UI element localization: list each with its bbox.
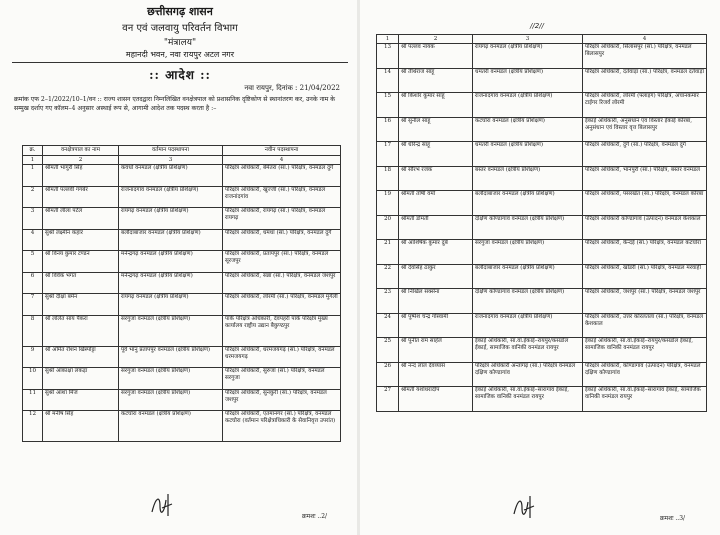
serial-cell: 18 — [377, 166, 399, 191]
name-cell: श्री नन्द लाल देवव्यास — [399, 362, 473, 387]
current-posting-cell: रायगढ़ वनमंडल (क्षेत्रीय प्रशिक्षण) — [473, 44, 583, 69]
serial-cell: 22 — [377, 264, 399, 289]
table-header-row — [23, 146, 341, 156]
name-cell: श्री मनीष सिंह — [43, 411, 119, 442]
serial-cell: 4 — [23, 229, 43, 251]
current-posting-cell: बलौदाबाजार वनमंडल (क्षेत्रीय प्रशिक्षण) — [473, 264, 583, 289]
serial-cell: 10 — [23, 368, 43, 390]
current-posting-cell: बलौदाबाजार वनमंडल (क्षेत्रीय प्रशिक्षण) — [473, 191, 583, 216]
serial-cell: 17 — [377, 142, 399, 167]
header-divider — [12, 62, 348, 63]
current-posting-cell: दक्षिण कोण्डागांव वनमंडल (क्षेत्रीय प्रशिक्षण) — [473, 215, 583, 240]
serial-cell: 2 — [23, 186, 43, 208]
signature-icon — [148, 490, 176, 518]
current-posting-cell: बलौदाबाजार वनमंडल (क्षेत्रीय प्रशिक्षण) — [119, 229, 223, 251]
page-number: //2// — [530, 22, 544, 30]
new-posting-cell: परिक्षेत्र अधिकारी, सन्ना (सा.) परिक्षेत्र, वनमंडल जशपुर — [223, 272, 341, 294]
new-posting-cell: ईकाई अधिकारी, सा.वा.ईकाई–सारागांव ईकाई, सामाजिक वानिकी वनमंडल रायपुर — [583, 387, 707, 412]
table-row — [377, 338, 707, 363]
table-row — [23, 229, 341, 251]
new-posting-cell: परिक्षेत्र अधिकारी, दंतेवाड़ा (सा.) परिक्षेत्र, वनमंडल दंतेवाड़ा — [583, 68, 707, 93]
table-row — [23, 411, 341, 442]
current-posting-cell: कटघोरा वनमंडल (क्षेत्रीय प्रशिक्षण) — [473, 117, 583, 142]
serial-cell: 1 — [23, 165, 43, 187]
serial-cell: 14 — [377, 68, 399, 93]
serial-cell: 13 — [377, 44, 399, 69]
government-name: छत्तीसगढ़ शासन — [147, 5, 213, 18]
table-row — [23, 186, 341, 208]
name-cell: श्री विनय कुमार टण्डन — [43, 251, 119, 273]
name-cell: श्री किशोर कुमार साहू — [399, 93, 473, 118]
table-row — [377, 93, 707, 118]
current-posting-cell: सरगुजा वनमंडल (क्षेत्रीय प्रशिक्षण) — [119, 368, 223, 390]
current-posting-cell: दक्षिण कोण्डागांव वनमंडल (क्षेत्रीय प्रशिक्षण) — [473, 289, 583, 314]
department-name: वन एवं जलवायु परिवर्तन विभाग — [122, 23, 238, 34]
name-cell: श्री आशिषेक कुमार दुबे — [399, 240, 473, 265]
name-cell: श्री अमित रोशन खिस्पोट्टा — [43, 346, 119, 368]
column-number: 4 — [223, 156, 341, 165]
serial-cell: 26 — [377, 362, 399, 387]
column-number-row — [377, 35, 707, 44]
current-posting-cell: रायगढ़ वनमंडल (क्षेत्रीय प्रशिक्षण) — [119, 208, 223, 230]
new-posting-cell: परिक्षेत्र अधिकारी, लोरमी (फ्लाइंग) परिक्षेत्र, अचानकमार टाईगर रिजर्व लोरमी — [583, 93, 707, 118]
new-posting-cell: परिक्षेत्र अधिकारी कोण्डागांव (उत्पादन) वनमंडल केशकाल — [583, 215, 707, 240]
column-header: वनक्षेत्रपाल का नाम — [43, 146, 119, 156]
current-posting-cell: धमतरी वनमंडल (क्षेत्रीय प्रशिक्षण) — [473, 68, 583, 93]
table-row — [377, 142, 707, 167]
name-cell: श्री सुनील साहू — [399, 117, 473, 142]
column-number: 3 — [119, 156, 223, 165]
table-row — [377, 313, 707, 338]
building-name: "मंत्रालय" — [163, 38, 197, 48]
name-cell: सुश्री दीक्षा बर्मन — [43, 294, 119, 316]
column-number: 1 — [377, 35, 399, 44]
table-row — [377, 191, 707, 216]
column-header: नवीन पदस्थापना — [223, 146, 341, 156]
new-posting-cell: परिक्षेत्र अधिकारी, लोरमी (सा.) परिक्षेत्र, वनमंडल मुंगेली — [223, 294, 341, 316]
transfer-table-2 — [376, 34, 707, 412]
name-cell: सुश्री आकांक्षा लकड़ा — [43, 368, 119, 390]
table-row — [377, 166, 707, 191]
current-posting-cell: मनेन्द्रगढ़ वनमंडल (क्षेत्रीय प्रशिक्षण) — [119, 251, 223, 273]
current-posting-cell: बस्तर वनमंडल (क्षेत्रीय प्रशिक्षण) — [473, 166, 583, 191]
new-posting-cell: परिक्षेत्र अधिकारी, प्रतापपुर (सा.) परिक्षेत्र, वनमंडल सूरजपुर — [223, 251, 341, 273]
name-cell: सुश्री लक्ष्मीन कहार — [43, 229, 119, 251]
table-row — [23, 294, 341, 316]
name-cell: श्रीमती लीला पटेल — [43, 208, 119, 230]
serial-cell: 19 — [377, 191, 399, 216]
order-title: :: आदेश :: — [149, 68, 211, 82]
new-posting-cell: परिक्षेत्र अधिकारी, खोडरी (सा.) परिक्षेत्र, वनमंडल मरवाही — [583, 264, 707, 289]
new-posting-cell: परिक्षेत्र अधिकारी, दुर्ग (सा.) परिक्षेत्र, वनमंडल दुर्ग — [583, 142, 707, 167]
serial-cell: 9 — [23, 346, 43, 368]
table-row — [377, 387, 707, 412]
serial-cell: 6 — [23, 272, 43, 294]
table-row — [377, 240, 707, 265]
current-posting-cell: कवर्धा वनमंडल (क्षेत्रीय प्रशिक्षण) — [119, 165, 223, 187]
letterhead — [0, 4, 360, 83]
serial-cell: 15 — [377, 93, 399, 118]
serial-cell: 3 — [23, 208, 43, 230]
name-cell: श्रीमती पल्लवी गंगबेर — [43, 186, 119, 208]
name-cell: श्री पल्लव नायक — [399, 44, 473, 69]
name-cell: श्री तीर्थराज साहू — [399, 68, 473, 93]
new-posting-cell: परिक्षेत्र अधिकारी, सुनकुरी (सा.) परिक्षेत्र, वनमंडल जशपुर — [223, 389, 341, 411]
table-row — [23, 251, 341, 273]
continuation-note: क्रमशः ..3/ — [660, 515, 686, 522]
new-posting-cell: परिक्षेत्र अधिकारी, कोण्डागांव (उत्पादन) परिक्षेत्र, वनमंडल दक्षिण कोण्डागांव — [583, 362, 707, 387]
table-row — [23, 346, 341, 368]
column-number: 3 — [473, 35, 583, 44]
serial-cell: 8 — [23, 315, 43, 346]
serial-cell: 11 — [23, 389, 43, 411]
column-header: क्र. — [23, 146, 43, 156]
name-cell: श्रीमती यशोधरादीप — [399, 387, 473, 412]
name-cell: श्री ललित साय पैकरा — [43, 315, 119, 346]
serial-cell: 23 — [377, 289, 399, 314]
table-row — [23, 315, 341, 346]
table-row — [23, 368, 341, 390]
current-posting-cell: परिक्षेत्र अधिकारी अन्तागढ़ (सा.) परिक्षेत्र वनमंडल दक्षिण कोण्डागांव — [473, 362, 583, 387]
current-posting-cell: मनेन्द्रगढ़ वनमंडल (क्षेत्रीय प्रशिक्षण) — [119, 272, 223, 294]
name-cell: श्री पुनीत राम साहेल — [399, 338, 473, 363]
new-posting-cell: परिक्षेत्र अधिकारी, बेमेतरा (सा.) परिक्षेत्र, वनमंडल दुर्ग — [223, 165, 341, 187]
name-cell: श्री देवसिंह ठाकुर — [399, 264, 473, 289]
new-posting-cell: परिक्षेत्र अधिकारी, केन्दई (सा.) परिक्षेत्र, वनमंडल कटघोरा — [583, 240, 707, 265]
new-posting-cell: परिक्षेत्र अधिकारी, पसरखेत (सा.) परिक्षेत्र, वनमंडल कोरबा — [583, 191, 707, 216]
current-posting-cell: धमतरी वनमंडल (क्षेत्रीय प्रशिक्षण) — [473, 142, 583, 167]
table-row — [23, 272, 341, 294]
continuation-note: क्रमशः ..2/ — [302, 513, 328, 520]
column-number: 1 — [23, 156, 43, 165]
new-posting-cell: पार्क परिक्षेत्र अधिकारी, देवपहरी पार्क परिक्षेत्र मुख्य कार्यालय राष्ट्रीय उद्यान बैकुण्ठपुर — [223, 315, 341, 346]
signature-icon — [510, 492, 538, 520]
current-posting-cell: सरगुजा वनमंडल (क्षेत्रीय प्रशिक्षण) — [119, 315, 223, 346]
new-posting-cell: परिक्षेत्र अधिकारी, धरमजयगढ़ (सा.) परिक्षेत्र, वनमंडल धरमजयगढ़ — [223, 346, 341, 368]
name-cell: श्रीमती डोमती — [399, 215, 473, 240]
serial-cell: 12 — [23, 411, 43, 442]
table-row — [377, 264, 707, 289]
current-posting-cell: रायगढ़ वनमंडल (क्षेत्रीय प्रशिक्षण) — [119, 294, 223, 316]
name-cell: सुश्री आशा मिंज — [43, 389, 119, 411]
serial-cell: 24 — [377, 313, 399, 338]
table-row — [23, 165, 341, 187]
current-posting-cell: सरगुजा वनमंडल (क्षेत्रीय प्रशिक्षण) — [473, 240, 583, 265]
new-posting-cell: परिक्षेत्र अधिकारी, रायगढ़ (सा.) परिक्षेत्र, वनमंडल रायगढ़ — [223, 208, 341, 230]
serial-cell: 5 — [23, 251, 43, 273]
current-posting-cell: ईकाई अधिकारी, सा.वा.ईकाई–सारागांव ईकाई, सामाजिक वानिकी वनमंडल रायपुर — [473, 387, 583, 412]
current-posting-cell: पूर्व भानु प्रतापपुर वनमंडल (क्षेत्रीय प्रशिक्षण) — [119, 346, 223, 368]
table-row — [23, 389, 341, 411]
transfer-table-1 — [22, 145, 341, 442]
table-row — [377, 44, 707, 69]
name-cell: श्रीमती भागुरी सिंह — [43, 165, 119, 187]
serial-cell: 25 — [377, 338, 399, 363]
column-number: 2 — [399, 35, 473, 44]
table-row — [23, 208, 341, 230]
address: महानदी भवन, नवा रायपुर अटल नगर — [125, 50, 235, 59]
serial-cell: 27 — [377, 387, 399, 412]
name-cell: श्री सौरभ रजक — [399, 166, 473, 191]
name-cell: श्री धीरेन्द्र साहू — [399, 142, 473, 167]
new-posting-cell: परिक्षेत्र अधिकारी, जशपुर (सा.) परिक्षेत्र, वनमंडल जशपुर — [583, 289, 707, 314]
table-row — [377, 215, 707, 240]
current-posting-cell: राजनांदगांव वनमंडल (क्षेत्रीय प्रशिक्षण) — [473, 93, 583, 118]
name-cell: श्री विवेक भगत — [43, 272, 119, 294]
serial-cell: 7 — [23, 294, 43, 316]
current-posting-cell: राजनांदगांव वनमंडल (क्षेत्रीय प्रशिक्षण) — [119, 186, 223, 208]
name-cell: श्री निखिल सक्सेना — [399, 289, 473, 314]
column-number: 4 — [583, 35, 707, 44]
table-row — [377, 289, 707, 314]
order-date: नवा रायपुर, दिनांक : 21/04/2022 — [244, 84, 340, 92]
column-number-row — [23, 156, 341, 165]
new-posting-cell: ईकाई अधिकारी, सा.वा.ईकाई–रायपुर/कसडोल ईकाई, सामाजिक वानिकी वनमंडल रायपुर — [583, 338, 707, 363]
current-posting-cell: कटघोरा वनमंडल (क्षेत्रीय प्रशिक्षण) — [119, 411, 223, 442]
name-cell: श्रीमती तोषी वर्मा — [399, 191, 473, 216]
new-posting-cell: परिक्षेत्र अधिकारी, खुज्जी (सा.) परिक्षेत्र, वनमंडल राजनांदगांव — [223, 186, 341, 208]
serial-cell: 21 — [377, 240, 399, 265]
serial-cell: 16 — [377, 117, 399, 142]
table-row — [377, 362, 707, 387]
right-page — [360, 0, 720, 535]
current-posting-cell: ईकाई अधिकारी, सा.वा.ईकाई–रायपुर/कसडोल ईकाई, सामाजिक वानिकी वनमंडल रायपुर — [473, 338, 583, 363]
column-number: 2 — [43, 156, 119, 165]
column-header: वर्तमान पदस्थापना — [119, 146, 223, 156]
order-intro: क्रमांक एफ 2–1/2022/10–1/वन :: राज्य शासन एतदद्वारा निम्नलिखित वनक्षेत्रपाल को प्रशासनिक दृष्टिकोण से स्थानांतरण कर, उनके नाम के सम्मुख दर्शाए गए कॉलम–4 अनुसार अस्थाई रूप से, आगामी आदेश तक पदस्थ करता है :– — [14, 96, 336, 112]
new-posting-cell: परिक्षेत्र अधिकारी, सिलासपुर (सा.) परिक्षेत्र, वनमंडल बिलासपुर — [583, 44, 707, 69]
name-cell: श्री पुष्पेश चन्द्र गोस्वामी — [399, 313, 473, 338]
new-posting-cell: परिक्षेत्र अधिकारी, भानपुरी (सा.) परिक्षेत्र, बस्तर वनमंडल — [583, 166, 707, 191]
current-posting-cell: राजनांदगांव वनमंडल (क्षेत्रीय प्रशिक्षण) — [473, 313, 583, 338]
new-posting-cell: परिक्षेत्र अधिकारी, सुरुजा (सा.) परिक्षेत्र, वनमंडल सरगुजा — [223, 368, 341, 390]
new-posting-cell: परिक्षेत्र अधिकारी, एतमानगर (सा.) परिक्षेत्र, वनमंडल कटघोरा (वर्तमान परिक्षेत्राधिकारी के सेवानिवृत्त उपरांत) — [223, 411, 341, 442]
new-posting-cell: परिक्षेत्र अधिकारी, धमधा (सा.) परिक्षेत्र, वनमंडल दुर्ग — [223, 229, 341, 251]
new-posting-cell: परिक्षेत्र अधिकारी, उत्तर कोरलतला (सा.) परिक्षेत्र, वनमंडल केशकाल — [583, 313, 707, 338]
new-posting-cell: ईकाई अधिकारी, अनुसंधान एवं विस्तार ईकाई कोरबा, अनुसंधान एवं विस्तार वृत्त बिलासपुर — [583, 117, 707, 142]
current-posting-cell: सरगुजा वनमंडल (क्षेत्रीय प्रशिक्षण) — [119, 389, 223, 411]
table-row — [377, 117, 707, 142]
serial-cell: 20 — [377, 215, 399, 240]
table-row — [377, 68, 707, 93]
